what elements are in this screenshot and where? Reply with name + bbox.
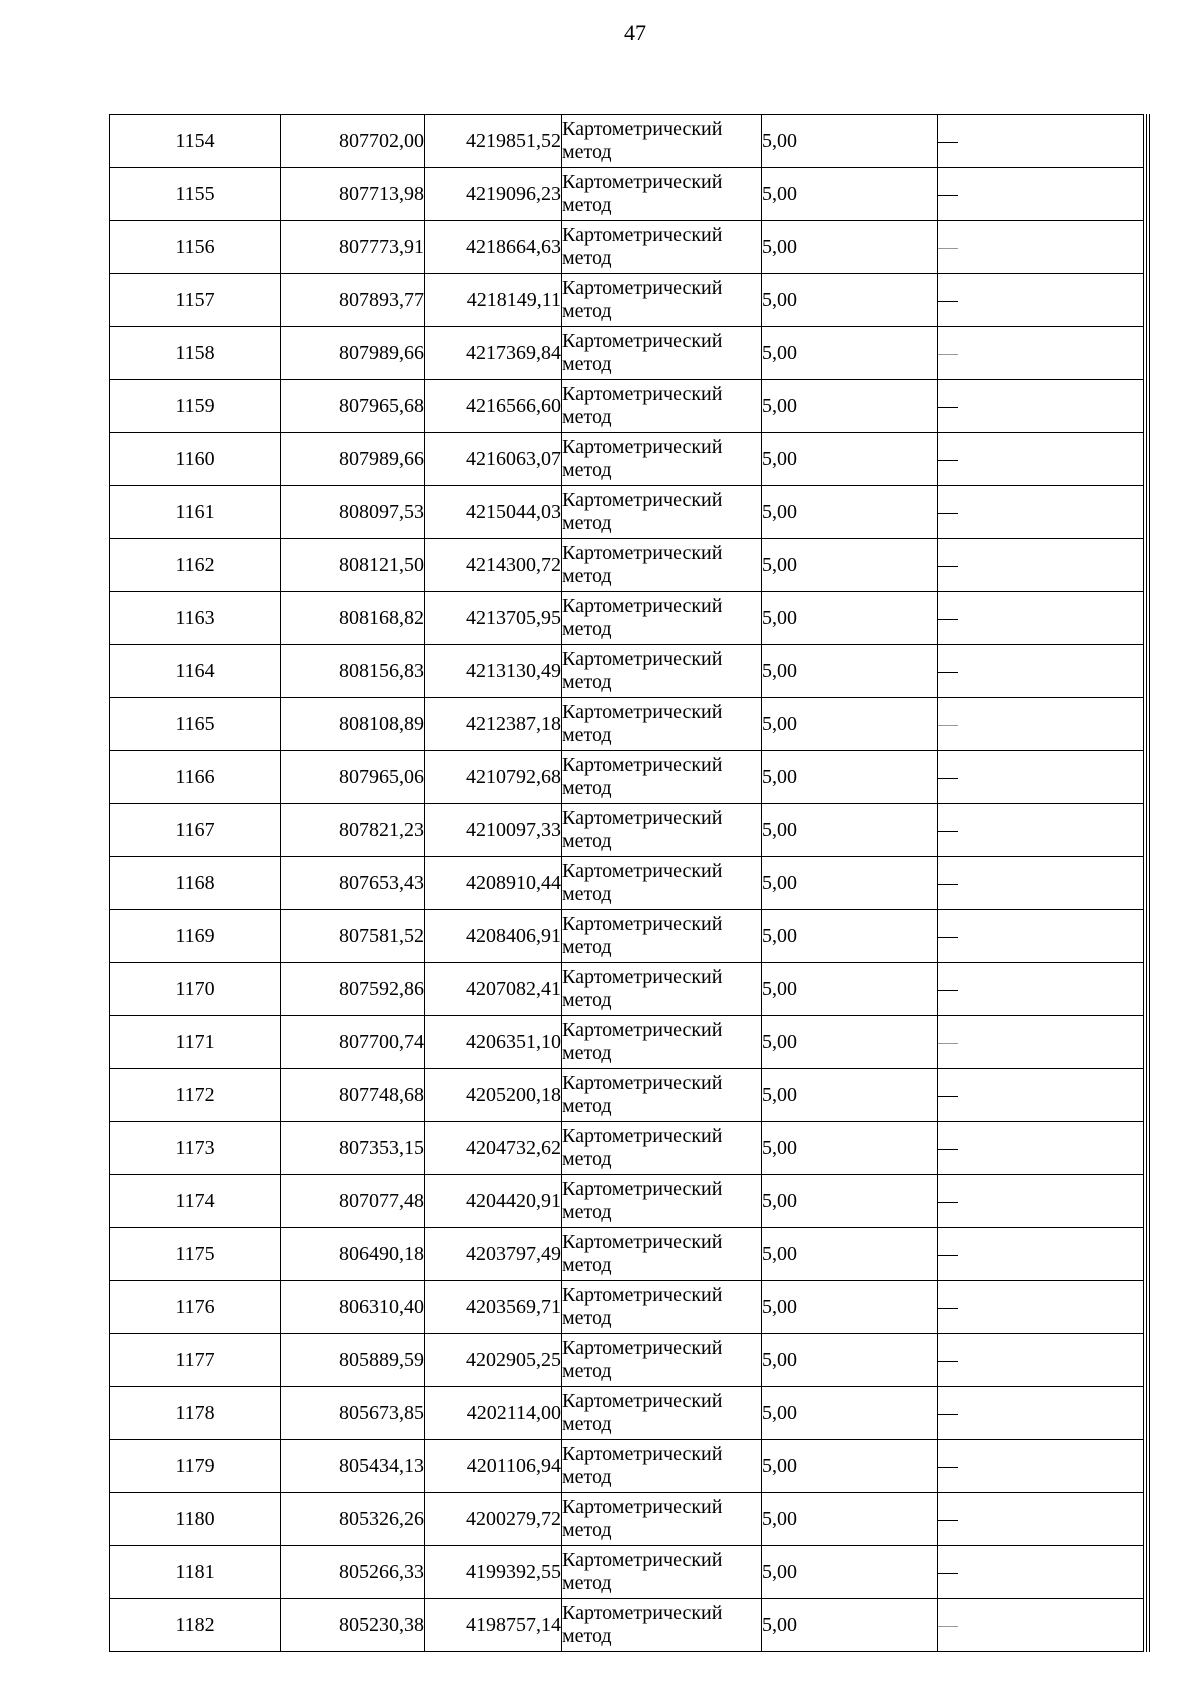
description-dash [938, 142, 958, 143]
method-line-2: метод [562, 1042, 612, 1064]
table-row [110, 327, 1144, 380]
method-line-2: метод [562, 1095, 612, 1117]
table-row [110, 910, 1144, 963]
x-coordinate-cell: 807989,66 [281, 327, 425, 380]
method-line-1: Картометрический [562, 277, 723, 299]
table-row [110, 645, 1144, 698]
method-cell [562, 1334, 762, 1387]
point-number-cell: 1156 [110, 221, 281, 274]
description-cell [938, 1016, 1144, 1069]
description-cell [938, 327, 1144, 380]
method-line-2: метод [562, 1201, 612, 1223]
method-cell [562, 274, 762, 327]
precision-cell: 5,00 [762, 1175, 938, 1228]
method-line-1: Картометрический [562, 966, 723, 988]
description-dash [938, 1096, 958, 1097]
point-number-cell: 1162 [110, 539, 281, 592]
description-dash [938, 1255, 958, 1256]
precision-cell: 5,00 [762, 1493, 938, 1546]
description-dash [938, 354, 958, 355]
point-number-cell: 1172 [110, 1069, 281, 1122]
method-line-1: Картометрический [562, 1178, 723, 1200]
y-coordinate-cell: 4213705,95 [425, 592, 562, 645]
table-row [110, 1228, 1144, 1281]
method-line-2: метод [562, 1148, 612, 1170]
method-line-1: Картометрический [562, 1284, 723, 1306]
method-line-2: метод [562, 724, 612, 746]
method-cell [562, 910, 762, 963]
precision-cell: 5,00 [762, 804, 938, 857]
y-coordinate-cell: 4203797,49 [425, 1228, 562, 1281]
point-number-cell: 1181 [110, 1546, 281, 1599]
point-number-cell: 1164 [110, 645, 281, 698]
x-coordinate-cell: 807965,06 [281, 751, 425, 804]
method-line-1: Картометрический [562, 1496, 723, 1518]
method-cell [562, 1228, 762, 1281]
point-number-cell: 1168 [110, 857, 281, 910]
description-dash [938, 1467, 958, 1468]
precision-cell: 5,00 [762, 1069, 938, 1122]
method-line-1: Картометрический [562, 1072, 723, 1094]
point-number-cell: 1161 [110, 486, 281, 539]
precision-cell: 5,00 [762, 539, 938, 592]
table-row [110, 1016, 1144, 1069]
point-number-cell: 1157 [110, 274, 281, 327]
y-coordinate-cell: 4219851,52 [425, 115, 562, 168]
method-line-2: метод [562, 936, 612, 958]
method-line-2: метод [562, 247, 612, 269]
description-cell [938, 1334, 1144, 1387]
table-row [110, 1493, 1144, 1546]
x-coordinate-cell: 807773,91 [281, 221, 425, 274]
description-cell [938, 274, 1144, 327]
method-line-2: метод [562, 300, 612, 322]
point-number-cell: 1159 [110, 380, 281, 433]
x-coordinate-cell: 808108,89 [281, 698, 425, 751]
precision-cell: 5,00 [762, 115, 938, 168]
precision-cell: 5,00 [762, 168, 938, 221]
table-row [110, 1387, 1144, 1440]
point-number-cell: 1160 [110, 433, 281, 486]
point-number-cell: 1163 [110, 592, 281, 645]
y-coordinate-cell: 4218149,11 [425, 274, 562, 327]
x-coordinate-cell: 807700,74 [281, 1016, 425, 1069]
x-coordinate-cell: 807653,43 [281, 857, 425, 910]
description-dash [938, 1202, 958, 1203]
description-dash [938, 1043, 958, 1044]
precision-cell: 5,00 [762, 380, 938, 433]
description-cell [938, 645, 1144, 698]
coordinates-table-container [109, 114, 1149, 1652]
y-coordinate-cell: 4208406,91 [425, 910, 562, 963]
y-coordinate-cell: 4216566,60 [425, 380, 562, 433]
description-dash [938, 301, 958, 302]
table-row [110, 1440, 1144, 1493]
description-cell [938, 910, 1144, 963]
description-dash [938, 1308, 958, 1309]
x-coordinate-cell: 807821,23 [281, 804, 425, 857]
description-dash [938, 407, 958, 408]
description-cell [938, 857, 1144, 910]
method-line-2: метод [562, 1572, 612, 1594]
x-coordinate-cell: 806310,40 [281, 1281, 425, 1334]
method-line-2: метод [562, 1519, 612, 1541]
method-cell [562, 115, 762, 168]
x-coordinate-cell: 807748,68 [281, 1069, 425, 1122]
y-coordinate-cell: 4210792,68 [425, 751, 562, 804]
method-line-2: метод [562, 565, 612, 587]
description-dash [938, 778, 958, 779]
method-cell [562, 486, 762, 539]
description-cell [938, 963, 1144, 1016]
right-border-rule [1143, 114, 1144, 1652]
description-dash [938, 566, 958, 567]
description-cell [938, 804, 1144, 857]
method-cell [562, 804, 762, 857]
description-cell [938, 1069, 1144, 1122]
description-dash [938, 513, 958, 514]
precision-cell: 5,00 [762, 592, 938, 645]
x-coordinate-cell: 807702,00 [281, 115, 425, 168]
description-cell [938, 1440, 1144, 1493]
precision-cell: 5,00 [762, 698, 938, 751]
method-line-2: метод [562, 883, 612, 905]
method-line-1: Картометрический [562, 807, 723, 829]
table-row [110, 274, 1144, 327]
precision-cell: 5,00 [762, 910, 938, 963]
description-cell [938, 433, 1144, 486]
description-cell [938, 1281, 1144, 1334]
method-cell [562, 1016, 762, 1069]
table-row [110, 592, 1144, 645]
y-coordinate-cell: 4216063,07 [425, 433, 562, 486]
method-line-1: Картометрический [562, 595, 723, 617]
description-cell [938, 751, 1144, 804]
precision-cell: 5,00 [762, 645, 938, 698]
point-number-cell: 1179 [110, 1440, 281, 1493]
coordinates-table [109, 114, 1144, 1652]
table-row [110, 115, 1144, 168]
table-row [110, 1069, 1144, 1122]
y-coordinate-cell: 4202905,25 [425, 1334, 562, 1387]
description-dash [938, 248, 958, 249]
y-coordinate-cell: 4214300,72 [425, 539, 562, 592]
table-row [110, 1334, 1144, 1387]
description-dash [938, 831, 958, 832]
method-cell [562, 751, 762, 804]
precision-cell: 5,00 [762, 1228, 938, 1281]
table-row [110, 1122, 1144, 1175]
precision-cell: 5,00 [762, 963, 938, 1016]
precision-cell: 5,00 [762, 1122, 938, 1175]
method-line-2: метод [562, 194, 612, 216]
y-coordinate-cell: 4213130,49 [425, 645, 562, 698]
description-dash [938, 937, 958, 938]
method-line-2: метод [562, 989, 612, 1011]
description-dash [938, 460, 958, 461]
description-dash [938, 1520, 958, 1521]
method-cell [562, 963, 762, 1016]
point-number-cell: 1158 [110, 327, 281, 380]
x-coordinate-cell: 805889,59 [281, 1334, 425, 1387]
method-cell [562, 645, 762, 698]
precision-cell: 5,00 [762, 274, 938, 327]
method-line-1: Картометрический [562, 1443, 723, 1465]
precision-cell: 5,00 [762, 1546, 938, 1599]
description-cell [938, 221, 1144, 274]
point-number-cell: 1169 [110, 910, 281, 963]
method-line-1: Картометрический [562, 489, 723, 511]
method-line-2: метод [562, 459, 612, 481]
method-line-1: Картометрический [562, 913, 723, 935]
right-border-rule [1146, 114, 1147, 1652]
method-line-1: Картометрический [562, 1337, 723, 1359]
point-number-cell: 1173 [110, 1122, 281, 1175]
y-coordinate-cell: 4206351,10 [425, 1016, 562, 1069]
precision-cell: 5,00 [762, 1016, 938, 1069]
y-coordinate-cell: 4200279,72 [425, 1493, 562, 1546]
description-dash [938, 1573, 958, 1574]
y-coordinate-cell: 4218664,63 [425, 221, 562, 274]
table-row [110, 857, 1144, 910]
description-cell [938, 1546, 1144, 1599]
method-line-1: Картометрический [562, 224, 723, 246]
method-cell [562, 1493, 762, 1546]
description-dash [938, 619, 958, 620]
method-cell [562, 698, 762, 751]
precision-cell: 5,00 [762, 1440, 938, 1493]
point-number-cell: 1166 [110, 751, 281, 804]
method-line-2: метод [562, 671, 612, 693]
description-cell [938, 698, 1144, 751]
table-row [110, 1546, 1144, 1599]
method-cell [562, 221, 762, 274]
y-coordinate-cell: 4212387,18 [425, 698, 562, 751]
x-coordinate-cell: 805673,85 [281, 1387, 425, 1440]
table-row [110, 380, 1144, 433]
method-line-1: Картометрический [562, 648, 723, 670]
table-row [110, 1599, 1144, 1652]
description-cell [938, 1175, 1144, 1228]
method-cell [562, 857, 762, 910]
x-coordinate-cell: 807965,68 [281, 380, 425, 433]
description-dash [938, 884, 958, 885]
table-row [110, 698, 1144, 751]
description-cell [938, 168, 1144, 221]
x-coordinate-cell: 808121,50 [281, 539, 425, 592]
y-coordinate-cell: 4204420,91 [425, 1175, 562, 1228]
method-line-1: Картометрический [562, 701, 723, 723]
table-row [110, 804, 1144, 857]
y-coordinate-cell: 4198757,14 [425, 1599, 562, 1652]
x-coordinate-cell: 807893,77 [281, 274, 425, 327]
method-cell [562, 1387, 762, 1440]
description-cell [938, 539, 1144, 592]
description-dash [938, 990, 958, 991]
method-line-2: метод [562, 1413, 612, 1435]
method-line-1: Картометрический [562, 1231, 723, 1253]
x-coordinate-cell: 805266,33 [281, 1546, 425, 1599]
method-line-1: Картометрический [562, 542, 723, 564]
precision-cell: 5,00 [762, 1281, 938, 1334]
description-cell [938, 1599, 1144, 1652]
y-coordinate-cell: 4207082,41 [425, 963, 562, 1016]
x-coordinate-cell: 807581,52 [281, 910, 425, 963]
method-cell [562, 380, 762, 433]
description-cell [938, 1228, 1144, 1281]
precision-cell: 5,00 [762, 327, 938, 380]
precision-cell: 5,00 [762, 1334, 938, 1387]
precision-cell: 5,00 [762, 486, 938, 539]
description-cell [938, 1387, 1144, 1440]
method-cell [562, 168, 762, 221]
point-number-cell: 1167 [110, 804, 281, 857]
y-coordinate-cell: 4219096,23 [425, 168, 562, 221]
precision-cell: 5,00 [762, 857, 938, 910]
point-number-cell: 1174 [110, 1175, 281, 1228]
description-cell [938, 1122, 1144, 1175]
method-line-1: Картометрический [562, 1549, 723, 1571]
method-line-2: метод [562, 1625, 612, 1647]
method-line-1: Картометрический [562, 754, 723, 776]
precision-cell: 5,00 [762, 221, 938, 274]
y-coordinate-cell: 4201106,94 [425, 1440, 562, 1493]
x-coordinate-cell: 805230,38 [281, 1599, 425, 1652]
method-cell [562, 1122, 762, 1175]
x-coordinate-cell: 808156,83 [281, 645, 425, 698]
method-line-1: Картометрический [562, 1602, 723, 1624]
y-coordinate-cell: 4199392,55 [425, 1546, 562, 1599]
table-row [110, 963, 1144, 1016]
description-dash [938, 195, 958, 196]
table-row [110, 168, 1144, 221]
precision-cell: 5,00 [762, 433, 938, 486]
table-row [110, 539, 1144, 592]
description-dash [938, 725, 958, 726]
x-coordinate-cell: 808168,82 [281, 592, 425, 645]
precision-cell: 5,00 [762, 1599, 938, 1652]
method-line-2: метод [562, 1307, 612, 1329]
method-line-1: Картометрический [562, 118, 723, 140]
method-cell [562, 1281, 762, 1334]
method-line-2: метод [562, 618, 612, 640]
method-line-2: метод [562, 1360, 612, 1382]
x-coordinate-cell: 807989,66 [281, 433, 425, 486]
y-coordinate-cell: 4208910,44 [425, 857, 562, 910]
x-coordinate-cell: 808097,53 [281, 486, 425, 539]
point-number-cell: 1178 [110, 1387, 281, 1440]
y-coordinate-cell: 4210097,33 [425, 804, 562, 857]
point-number-cell: 1171 [110, 1016, 281, 1069]
method-cell [562, 592, 762, 645]
point-number-cell: 1175 [110, 1228, 281, 1281]
page-number: 47 [624, 20, 646, 45]
method-line-2: метод [562, 830, 612, 852]
method-cell [562, 1599, 762, 1652]
method-line-1: Картометрический [562, 1125, 723, 1147]
point-number-cell: 1154 [110, 115, 281, 168]
x-coordinate-cell: 807713,98 [281, 168, 425, 221]
method-cell [562, 539, 762, 592]
method-line-2: метод [562, 777, 612, 799]
method-line-1: Картометрический [562, 383, 723, 405]
x-coordinate-cell: 807592,86 [281, 963, 425, 1016]
point-number-cell: 1165 [110, 698, 281, 751]
point-number-cell: 1182 [110, 1599, 281, 1652]
method-line-1: Картометрический [562, 330, 723, 352]
method-line-2: метод [562, 512, 612, 534]
method-cell [562, 327, 762, 380]
table-row [110, 1281, 1144, 1334]
table-row [110, 486, 1144, 539]
y-coordinate-cell: 4203569,71 [425, 1281, 562, 1334]
method-cell [562, 433, 762, 486]
method-line-1: Картометрический [562, 1019, 723, 1041]
description-cell [938, 115, 1144, 168]
description-cell [938, 1493, 1144, 1546]
method-cell [562, 1069, 762, 1122]
right-border-rule [1149, 114, 1150, 1652]
description-cell [938, 380, 1144, 433]
point-number-cell: 1176 [110, 1281, 281, 1334]
x-coordinate-cell: 807353,15 [281, 1122, 425, 1175]
precision-cell: 5,00 [762, 1387, 938, 1440]
y-coordinate-cell: 4202114,00 [425, 1387, 562, 1440]
table-row [110, 751, 1144, 804]
y-coordinate-cell: 4204732,62 [425, 1122, 562, 1175]
description-dash [938, 1361, 958, 1362]
description-dash [938, 1626, 958, 1627]
x-coordinate-cell: 807077,48 [281, 1175, 425, 1228]
y-coordinate-cell: 4205200,18 [425, 1069, 562, 1122]
method-line-2: метод [562, 1466, 612, 1488]
method-line-2: метод [562, 141, 612, 163]
description-dash [938, 672, 958, 673]
table-row [110, 433, 1144, 486]
coordinates-table-body [110, 115, 1144, 1652]
point-number-cell: 1155 [110, 168, 281, 221]
method-line-1: Картометрический [562, 860, 723, 882]
point-number-cell: 1170 [110, 963, 281, 1016]
method-line-1: Картометрический [562, 436, 723, 458]
method-line-1: Картометрический [562, 1390, 723, 1412]
y-coordinate-cell: 4215044,03 [425, 486, 562, 539]
method-line-1: Картометрический [562, 171, 723, 193]
x-coordinate-cell: 805434,13 [281, 1440, 425, 1493]
point-number-cell: 1180 [110, 1493, 281, 1546]
x-coordinate-cell: 806490,18 [281, 1228, 425, 1281]
x-coordinate-cell: 805326,26 [281, 1493, 425, 1546]
method-line-2: метод [562, 406, 612, 428]
method-cell [562, 1175, 762, 1228]
precision-cell: 5,00 [762, 751, 938, 804]
method-line-2: метод [562, 1254, 612, 1276]
method-line-2: метод [562, 353, 612, 375]
description-dash [938, 1149, 958, 1150]
description-cell [938, 486, 1144, 539]
description-dash [938, 1414, 958, 1415]
table-row [110, 221, 1144, 274]
table-row [110, 1175, 1144, 1228]
method-cell [562, 1440, 762, 1493]
y-coordinate-cell: 4217369,84 [425, 327, 562, 380]
description-cell [938, 592, 1144, 645]
method-cell [562, 1546, 762, 1599]
point-number-cell: 1177 [110, 1334, 281, 1387]
